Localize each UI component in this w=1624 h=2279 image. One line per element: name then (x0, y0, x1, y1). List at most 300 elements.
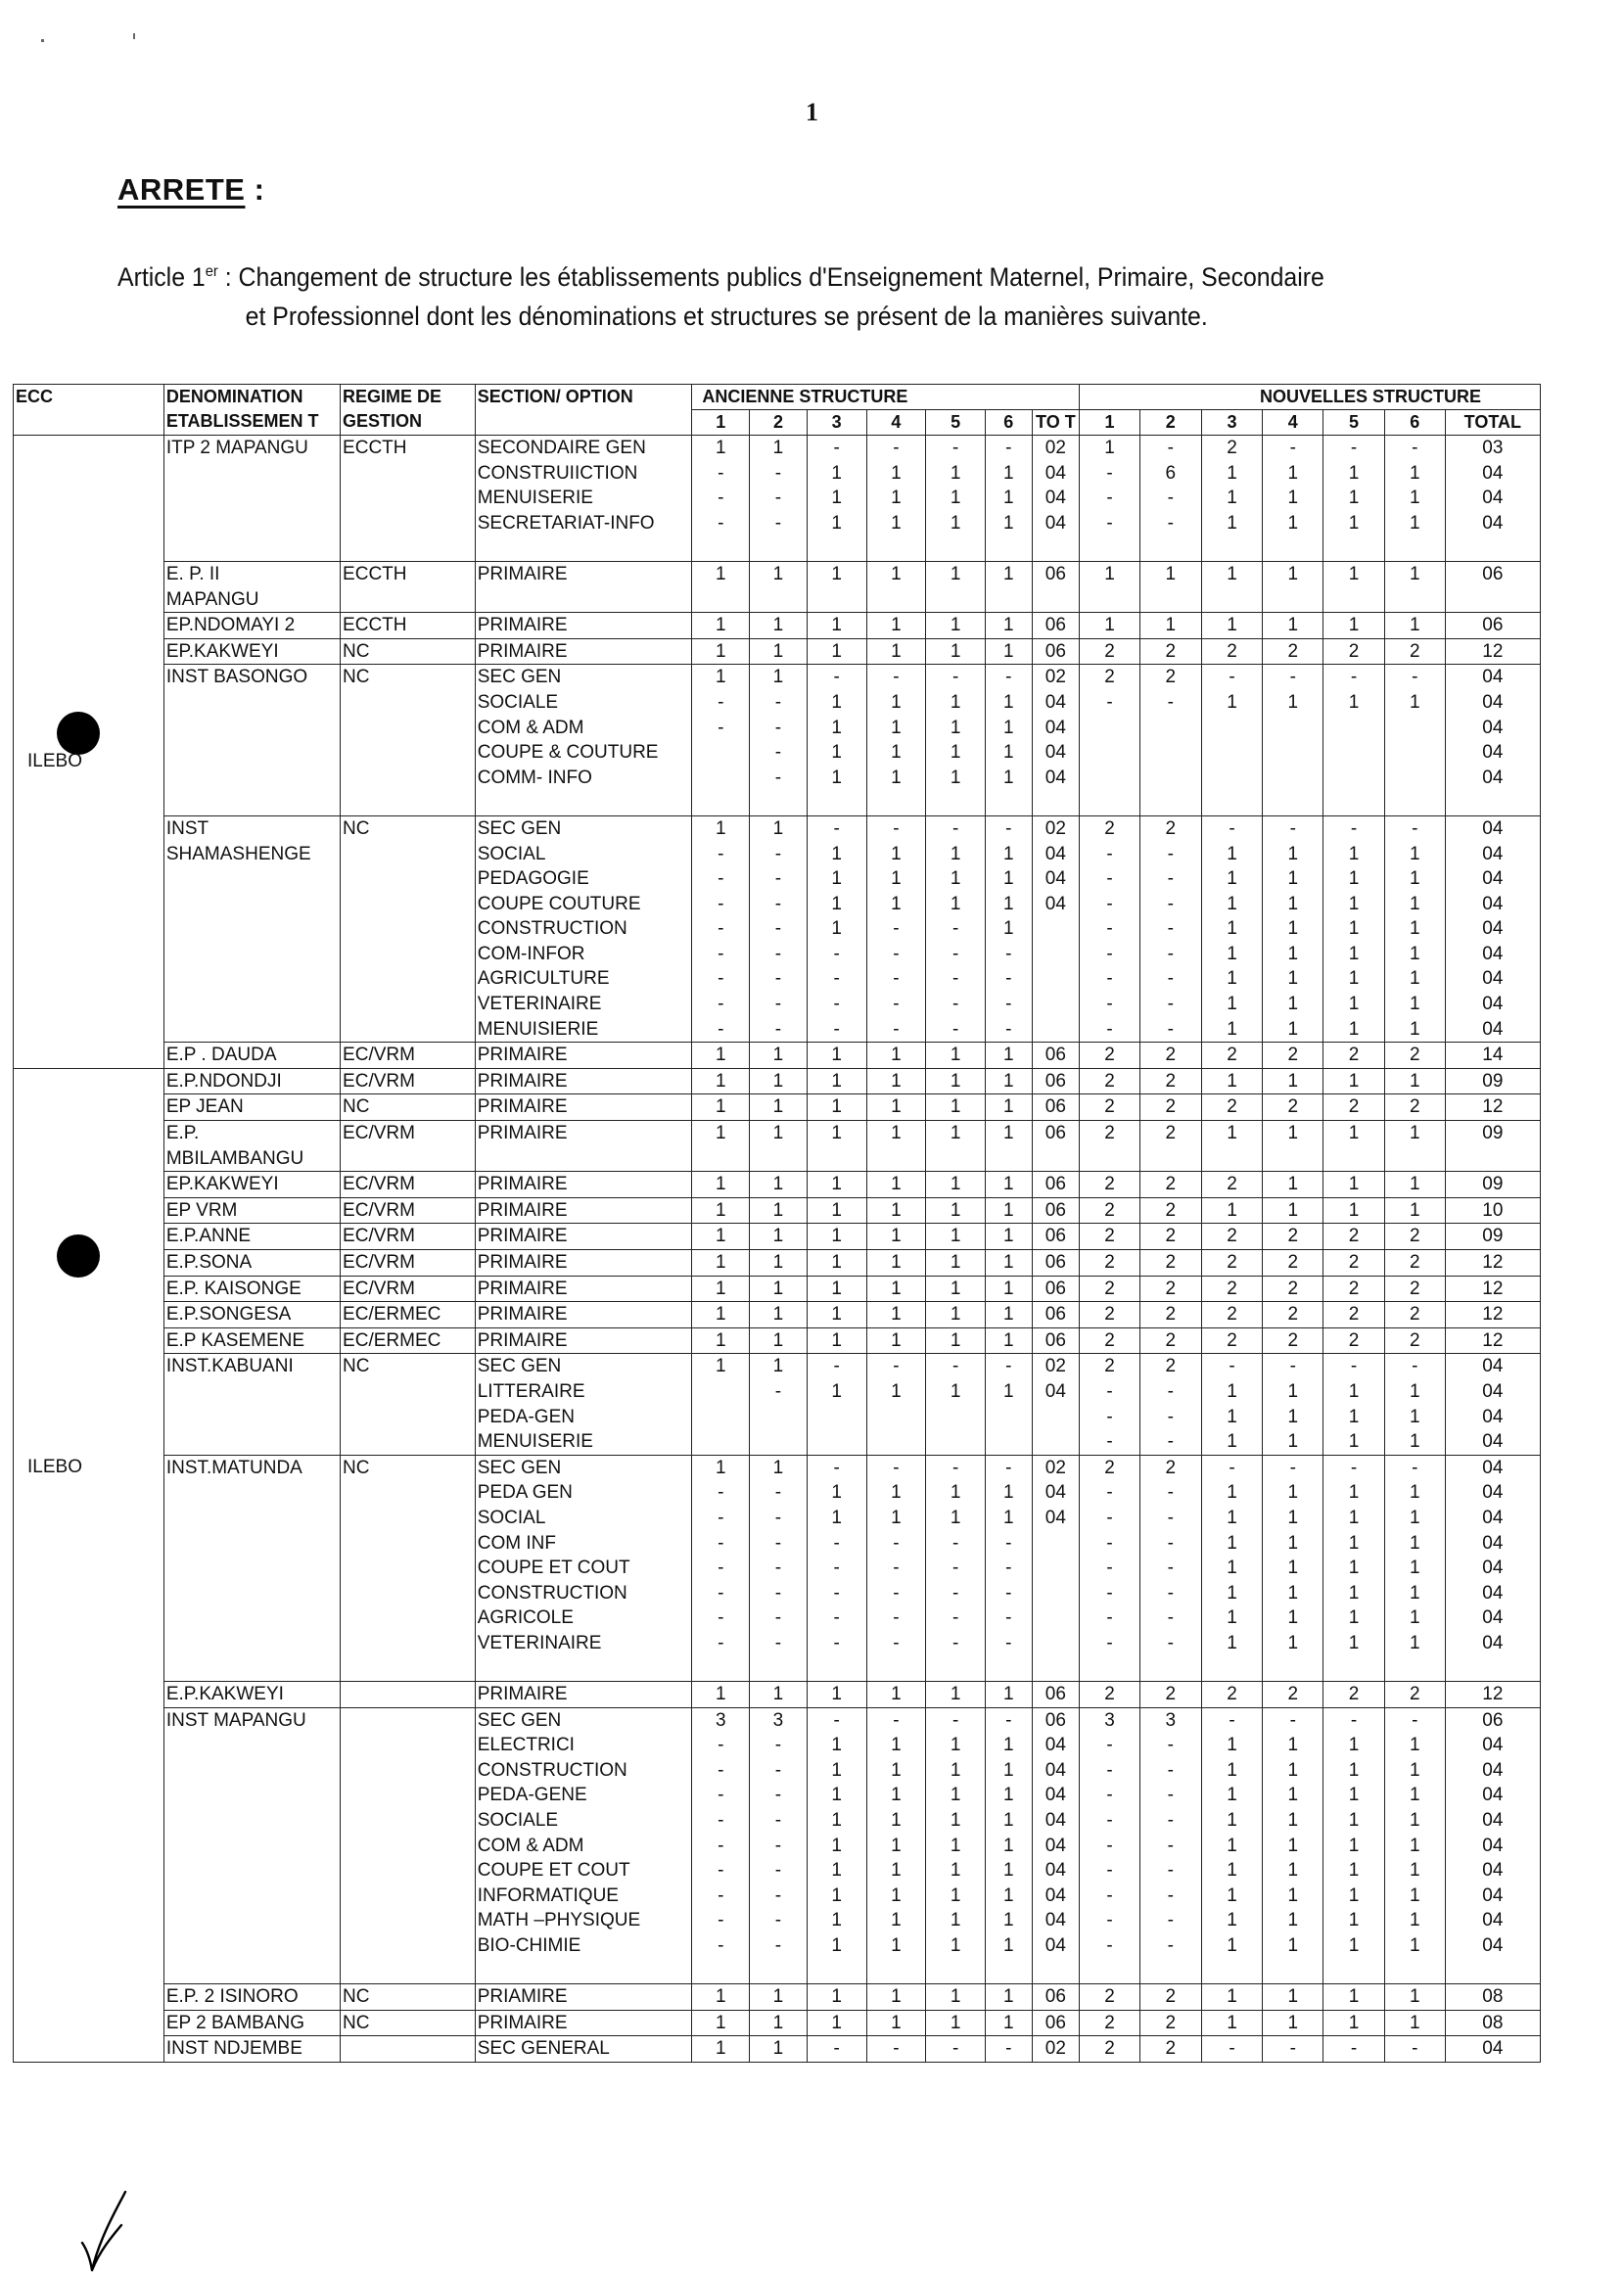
new-structure-cell: 2 (1080, 2036, 1140, 2063)
new-structure-cell: - (1263, 2036, 1323, 2063)
new-structure-cell: 1 (1263, 966, 1323, 992)
new-structure-cell: - (1139, 916, 1201, 942)
new-structure-cell: 1 (1384, 1808, 1445, 1834)
new-structure-cell: - (1080, 1581, 1140, 1606)
new-structure-cell: 2 (1323, 1250, 1385, 1277)
new-structure-cell: 1 (1201, 1834, 1263, 1859)
old-structure-cell: 1 (926, 1506, 986, 1531)
new-structure-cell: 1 (1201, 1605, 1263, 1631)
old-structure-cell (1032, 916, 1080, 942)
new-structure-cell: 2 (1139, 665, 1201, 690)
old-structure-cell: 06 (1032, 613, 1080, 639)
old-structure-cell (1032, 790, 1080, 815)
new-structure-cell (1080, 740, 1140, 766)
old-structure-cell (807, 1146, 866, 1172)
old-structure-cell: 1 (986, 842, 1033, 867)
section-cell: MENUISIERIE (475, 1017, 692, 1043)
old-structure-cell: 1 (926, 1480, 986, 1506)
header-old-col: 1 (692, 410, 750, 436)
table-row (14, 1405, 1541, 1430)
new-structure-cell: 1 (1263, 561, 1323, 586)
section-cell: COUPE ET COUT (475, 1556, 692, 1581)
old-structure-cell: 06 (1032, 1224, 1080, 1250)
table-row (14, 1707, 1541, 1733)
new-structure-cell (1080, 1959, 1140, 1984)
new-structure-cell: - (1384, 436, 1445, 461)
ecc-marker-icon (57, 1234, 100, 1278)
new-structure-cell: 1 (1201, 561, 1263, 586)
new-structure-cell: 04 (1445, 1933, 1540, 1959)
old-structure-cell: 04 (1032, 716, 1080, 741)
old-structure-cell: 04 (1032, 511, 1080, 536)
denomination-cell: E.P. KAISONGE (163, 1276, 340, 1302)
old-structure-cell: 1 (807, 1884, 866, 1909)
new-structure-cell: 1 (1323, 1884, 1385, 1909)
old-structure-cell (692, 1146, 750, 1172)
old-structure-cell: 1 (692, 2036, 750, 2063)
old-structure-cell: - (807, 992, 866, 1017)
new-structure-cell: - (1080, 511, 1140, 536)
new-structure-cell: 04 (1445, 690, 1540, 716)
new-structure-cell: 1 (1384, 486, 1445, 511)
regime-cell: EC/VRM (341, 1250, 476, 1277)
old-structure-cell: - (750, 1908, 808, 1933)
denomination-cell (163, 866, 340, 892)
old-structure-cell: 1 (986, 486, 1033, 511)
old-structure-cell: 1 (986, 1197, 1033, 1224)
table-row (14, 1631, 1541, 1656)
new-structure-cell: 2 (1139, 1276, 1201, 1302)
new-structure-cell: 1 (1201, 1197, 1263, 1224)
new-structure-cell: 1 (1323, 690, 1385, 716)
new-structure-cell: 1 (1384, 1884, 1445, 1909)
old-structure-cell: - (986, 942, 1033, 967)
new-structure-cell: 04 (1445, 461, 1540, 487)
old-structure-cell: 04 (1032, 740, 1080, 766)
new-structure-cell: 04 (1445, 1834, 1540, 1859)
old-structure-cell: 1 (986, 916, 1033, 942)
old-structure-cell: - (692, 1733, 750, 1758)
regime-cell (341, 842, 476, 867)
new-structure-cell: - (1323, 2036, 1385, 2063)
new-structure-cell: 04 (1445, 1581, 1540, 1606)
denomination-cell (163, 942, 340, 967)
new-structure-cell: 3 (1139, 1707, 1201, 1733)
regime-cell (341, 690, 476, 716)
new-structure-cell: - (1080, 1379, 1140, 1405)
new-structure-cell: 06 (1445, 561, 1540, 586)
old-structure-cell: 1 (692, 436, 750, 461)
new-structure-cell: 04 (1445, 511, 1540, 536)
new-structure-cell: 1 (1263, 1581, 1323, 1606)
old-structure-cell: 04 (1032, 1758, 1080, 1784)
new-structure-cell: 12 (1445, 1302, 1540, 1328)
new-structure-cell: 1 (1323, 461, 1385, 487)
old-structure-cell: 06 (1032, 2010, 1080, 2036)
new-structure-cell: - (1080, 1429, 1140, 1455)
old-structure-cell: - (692, 1480, 750, 1506)
new-structure-cell (1384, 1959, 1445, 1984)
old-structure-cell: 1 (926, 1197, 986, 1224)
new-structure-cell: 2 (1080, 1172, 1140, 1198)
denomination-cell (163, 766, 340, 791)
old-structure-cell: 1 (986, 461, 1033, 487)
new-structure-cell: - (1080, 1631, 1140, 1656)
denomination-cell (163, 1506, 340, 1531)
old-structure-cell: 1 (866, 1884, 926, 1909)
old-structure-cell: - (986, 665, 1033, 690)
old-structure-cell: 06 (1032, 1121, 1080, 1146)
new-structure-cell (1263, 1656, 1323, 1682)
new-structure-cell: 1 (1201, 461, 1263, 487)
old-structure-cell: 1 (750, 1302, 808, 1328)
old-structure-cell: - (692, 1631, 750, 1656)
section-cell: PRIMAIRE (475, 1043, 692, 1069)
heading-text: ARRETE (117, 172, 246, 207)
new-structure-cell: - (1139, 1556, 1201, 1581)
old-structure-cell: 1 (807, 916, 866, 942)
section-cell: COM INF (475, 1531, 692, 1557)
old-structure-cell (807, 1656, 866, 1682)
old-structure-cell: 1 (692, 1455, 750, 1480)
section-cell: MATH –PHYSIQUE (475, 1908, 692, 1933)
new-structure-cell (1139, 535, 1201, 561)
new-structure-cell: 1 (1139, 613, 1201, 639)
header-old-col: 3 (807, 410, 866, 436)
old-structure-cell: 1 (807, 842, 866, 867)
table-row (14, 1808, 1541, 1834)
old-structure-cell (1032, 535, 1080, 561)
new-structure-cell: 2 (1384, 1682, 1445, 1708)
new-structure-cell (1445, 587, 1540, 613)
new-structure-cell: 04 (1445, 815, 1540, 841)
new-structure-cell: 2 (1384, 1094, 1445, 1121)
new-structure-cell: - (1201, 1707, 1263, 1733)
old-structure-cell: - (750, 511, 808, 536)
section-cell: AGRICULTURE (475, 966, 692, 992)
old-structure-cell: 1 (807, 1327, 866, 1354)
denomination-cell (163, 790, 340, 815)
article-line-1-text: : Changement de structure les établissements publics d'Enseignement Maternel, Primaire, Secondaire (217, 262, 1324, 292)
old-structure-cell: 1 (807, 561, 866, 586)
old-structure-cell (692, 535, 750, 561)
old-structure-cell: 1 (807, 1682, 866, 1708)
denomination-cell: EP.KAKWEYI (163, 1172, 340, 1198)
new-structure-cell: 2 (1080, 638, 1140, 665)
old-structure-cell: 1 (866, 613, 926, 639)
new-structure-cell: 1 (1384, 1984, 1445, 2011)
old-structure-cell: 1 (807, 1783, 866, 1808)
old-structure-cell (866, 587, 926, 613)
old-structure-cell: 1 (926, 1834, 986, 1859)
old-structure-cell: 06 (1032, 1043, 1080, 1069)
old-structure-cell: - (807, 2036, 866, 2063)
regime-cell (341, 1783, 476, 1808)
table-row (14, 892, 1541, 917)
old-structure-cell: 1 (807, 638, 866, 665)
new-structure-cell: 1 (1323, 613, 1385, 639)
old-structure-cell: 06 (1032, 1250, 1080, 1277)
old-structure-cell: 1 (750, 1984, 808, 2011)
old-structure-cell: - (692, 1017, 750, 1043)
old-structure-cell: 1 (986, 1858, 1033, 1884)
header-denomination: DENOMINATION ETABLISSEMEN T (163, 385, 340, 436)
old-structure-cell: 1 (986, 1884, 1033, 1909)
old-structure-cell: 1 (807, 866, 866, 892)
old-structure-cell (1032, 1405, 1080, 1430)
old-structure-cell: 1 (866, 1121, 926, 1146)
denomination-cell (163, 1631, 340, 1656)
regime-cell (341, 1808, 476, 1834)
regime-cell (341, 1556, 476, 1581)
new-structure-cell: 1 (1263, 613, 1323, 639)
new-structure-cell (1445, 1656, 1540, 1682)
new-structure-cell: 2 (1384, 638, 1445, 665)
new-structure-cell: 04 (1445, 2036, 1540, 2063)
new-structure-cell: 2 (1201, 1276, 1263, 1302)
regime-cell (341, 916, 476, 942)
regime-cell: ECCTH (341, 613, 476, 639)
denomination-cell (163, 690, 340, 716)
old-structure-cell (692, 766, 750, 791)
new-structure-cell: 1 (1384, 461, 1445, 487)
section-cell: ELECTRICI (475, 1733, 692, 1758)
new-structure-cell: 2 (1323, 1276, 1385, 1302)
regime-cell (341, 1908, 476, 1933)
new-structure-cell: - (1080, 1605, 1140, 1631)
new-structure-cell: - (1139, 1506, 1201, 1531)
old-structure-cell: 1 (807, 613, 866, 639)
old-structure-cell: 1 (866, 2010, 926, 2036)
denomination-cell: EP JEAN (163, 1094, 340, 1121)
old-structure-cell: 1 (807, 1379, 866, 1405)
table-row (14, 992, 1541, 1017)
old-structure-cell (866, 1146, 926, 1172)
denomination-cell (163, 1429, 340, 1455)
old-structure-cell (926, 1146, 986, 1172)
section-cell: PEDA GEN (475, 1480, 692, 1506)
old-structure-cell (986, 535, 1033, 561)
header-old-col: TO T (1032, 410, 1080, 436)
new-structure-cell: 1 (1201, 1531, 1263, 1557)
new-structure-cell: 1 (1323, 842, 1385, 867)
section-cell: PEDAGOGIE (475, 866, 692, 892)
table-row (14, 916, 1541, 942)
old-structure-cell: - (926, 1605, 986, 1631)
new-structure-cell: - (1139, 866, 1201, 892)
new-structure-cell: 1 (1263, 461, 1323, 487)
table-row (14, 790, 1541, 815)
old-structure-cell: 1 (866, 1858, 926, 1884)
regime-cell: EC/VRM (341, 1043, 476, 1069)
new-structure-cell (1139, 716, 1201, 741)
old-structure-cell: - (866, 2036, 926, 2063)
old-structure-cell: 1 (807, 1302, 866, 1328)
new-structure-cell: 1 (1201, 916, 1263, 942)
old-structure-cell: 04 (1032, 1379, 1080, 1405)
new-structure-cell: 1 (1201, 1733, 1263, 1758)
new-structure-cell: 1 (1323, 1531, 1385, 1557)
old-structure-cell: 1 (866, 1094, 926, 1121)
new-structure-cell: 2 (1139, 1121, 1201, 1146)
old-structure-cell (986, 1405, 1033, 1430)
old-structure-cell (692, 790, 750, 815)
new-structure-cell: - (1080, 1884, 1140, 1909)
denomination-cell: INST NDJEMBE (163, 2036, 340, 2063)
old-structure-cell: 1 (807, 1224, 866, 1250)
old-structure-cell: 1 (926, 613, 986, 639)
new-structure-cell: 2 (1139, 1455, 1201, 1480)
new-structure-cell: 2 (1201, 1250, 1263, 1277)
denomination-cell (163, 535, 340, 561)
old-structure-cell: 1 (986, 766, 1033, 791)
new-structure-cell (1263, 740, 1323, 766)
new-structure-cell: 1 (1323, 892, 1385, 917)
old-structure-cell: 1 (986, 1808, 1033, 1834)
old-structure-cell: 1 (926, 1094, 986, 1121)
regime-cell (341, 461, 476, 487)
section-cell: PRIMAIRE (475, 1682, 692, 1708)
new-structure-cell: 1 (1201, 1379, 1263, 1405)
header-new-col: 5 (1323, 410, 1385, 436)
new-structure-cell: 1 (1263, 1121, 1323, 1146)
old-structure-cell: 1 (750, 638, 808, 665)
new-structure-cell: 1 (1263, 1933, 1323, 1959)
new-structure-cell: 04 (1445, 1605, 1540, 1631)
old-structure-cell (1032, 1959, 1080, 1984)
new-structure-cell: 2 (1323, 638, 1385, 665)
regime-cell (341, 1405, 476, 1430)
old-structure-cell: 1 (926, 1884, 986, 1909)
new-structure-cell: 04 (1445, 1884, 1540, 1909)
regime-cell (341, 716, 476, 741)
new-structure-cell: - (1080, 1017, 1140, 1043)
old-structure-cell (1032, 1605, 1080, 1631)
old-structure-cell: 04 (1032, 892, 1080, 917)
old-structure-cell: 1 (866, 1808, 926, 1834)
new-structure-cell: 1 (1323, 1017, 1385, 1043)
old-structure-cell (866, 535, 926, 561)
old-structure-cell: - (926, 992, 986, 1017)
new-structure-cell: 1 (1384, 966, 1445, 992)
old-structure-cell (1032, 992, 1080, 1017)
regime-cell (341, 511, 476, 536)
old-structure-cell: 04 (1032, 842, 1080, 867)
new-structure-cell: 1 (1201, 486, 1263, 511)
old-structure-cell: 04 (1032, 1858, 1080, 1884)
new-structure-cell: 1 (1201, 1480, 1263, 1506)
denomination-cell: EP VRM (163, 1197, 340, 1224)
denomination-cell (163, 1858, 340, 1884)
section-cell: PRIMAIRE (475, 1121, 692, 1146)
new-structure-cell: 09 (1445, 1068, 1540, 1094)
old-structure-cell: - (750, 1605, 808, 1631)
new-structure-cell: 1 (1323, 1834, 1385, 1859)
denomination-cell (163, 1783, 340, 1808)
new-structure-cell (1384, 790, 1445, 815)
table-row (14, 1959, 1541, 1984)
new-structure-cell: 1 (1201, 511, 1263, 536)
old-structure-cell (926, 535, 986, 561)
old-structure-cell: 1 (986, 1933, 1033, 1959)
old-structure-cell: 1 (986, 1783, 1033, 1808)
new-structure-cell: - (1080, 1783, 1140, 1808)
old-structure-cell: - (866, 1017, 926, 1043)
table-row (14, 1884, 1541, 1909)
new-structure-cell: 1 (1384, 916, 1445, 942)
ecc-group-cell (14, 436, 164, 1069)
old-structure-cell: 1 (807, 690, 866, 716)
old-structure-cell: 1 (692, 1121, 750, 1146)
new-structure-cell: 1 (1384, 1506, 1445, 1531)
new-structure-cell: 1 (1323, 1405, 1385, 1430)
new-structure-cell: 2 (1080, 815, 1140, 841)
old-structure-cell (1032, 1581, 1080, 1606)
new-structure-cell: 1 (1263, 1172, 1323, 1198)
new-structure-cell: - (1139, 842, 1201, 867)
old-structure-cell: - (750, 716, 808, 741)
regime-cell (341, 1506, 476, 1531)
new-structure-cell: 1 (1201, 866, 1263, 892)
denomination-cell (163, 1808, 340, 1834)
old-structure-cell: 04 (1032, 486, 1080, 511)
section-cell: PRIMAIRE (475, 1224, 692, 1250)
old-structure-cell: 1 (807, 1834, 866, 1859)
old-structure-cell (750, 535, 808, 561)
scan-speck (133, 33, 135, 39)
section-cell: BIO-CHIMIE (475, 1933, 692, 1959)
old-structure-cell: - (692, 511, 750, 536)
new-structure-cell: 2 (1139, 1068, 1201, 1094)
section-cell: INFORMATIQUE (475, 1884, 692, 1909)
new-structure-cell: 1 (1263, 690, 1323, 716)
old-structure-cell: 1 (986, 638, 1033, 665)
old-structure-cell: 1 (692, 1276, 750, 1302)
old-structure-cell: 3 (692, 1707, 750, 1733)
new-structure-cell: 2 (1080, 1302, 1140, 1328)
new-structure-cell (1080, 587, 1140, 613)
old-structure-cell (866, 1429, 926, 1455)
new-structure-cell: 1 (1263, 1506, 1323, 1531)
new-structure-cell: - (1080, 1933, 1140, 1959)
new-structure-cell: 2 (1323, 1094, 1385, 1121)
old-structure-cell: 1 (692, 561, 750, 586)
new-structure-cell (1139, 587, 1201, 613)
new-structure-cell (1384, 716, 1445, 741)
old-structure-cell: 02 (1032, 1354, 1080, 1379)
regime-cell (341, 2036, 476, 2063)
ecc-marker-icon (57, 712, 100, 755)
new-structure-cell: 12 (1445, 1094, 1540, 1121)
old-structure-cell: 1 (807, 1094, 866, 1121)
old-structure-cell: 1 (986, 1172, 1033, 1198)
regime-cell (341, 892, 476, 917)
new-structure-cell: - (1384, 1455, 1445, 1480)
section-cell: PRIMAIRE (475, 2010, 692, 2036)
new-structure-cell: - (1139, 1884, 1201, 1909)
old-structure-cell: 3 (750, 1707, 808, 1733)
old-structure-cell: 1 (750, 1043, 808, 1069)
new-structure-cell: 04 (1445, 1631, 1540, 1656)
old-structure-cell: 1 (866, 866, 926, 892)
new-structure-cell: 2 (1080, 1984, 1140, 2011)
denomination-cell: SHAMASHENGE (163, 842, 340, 867)
regime-cell: EC/VRM (341, 1276, 476, 1302)
denomination-cell (163, 716, 340, 741)
old-structure-cell: - (866, 815, 926, 841)
article-line-2: et Professionnel dont les dénominations et structures se présent de la manières suivante. (245, 302, 1208, 331)
old-structure-cell: 1 (750, 2010, 808, 2036)
